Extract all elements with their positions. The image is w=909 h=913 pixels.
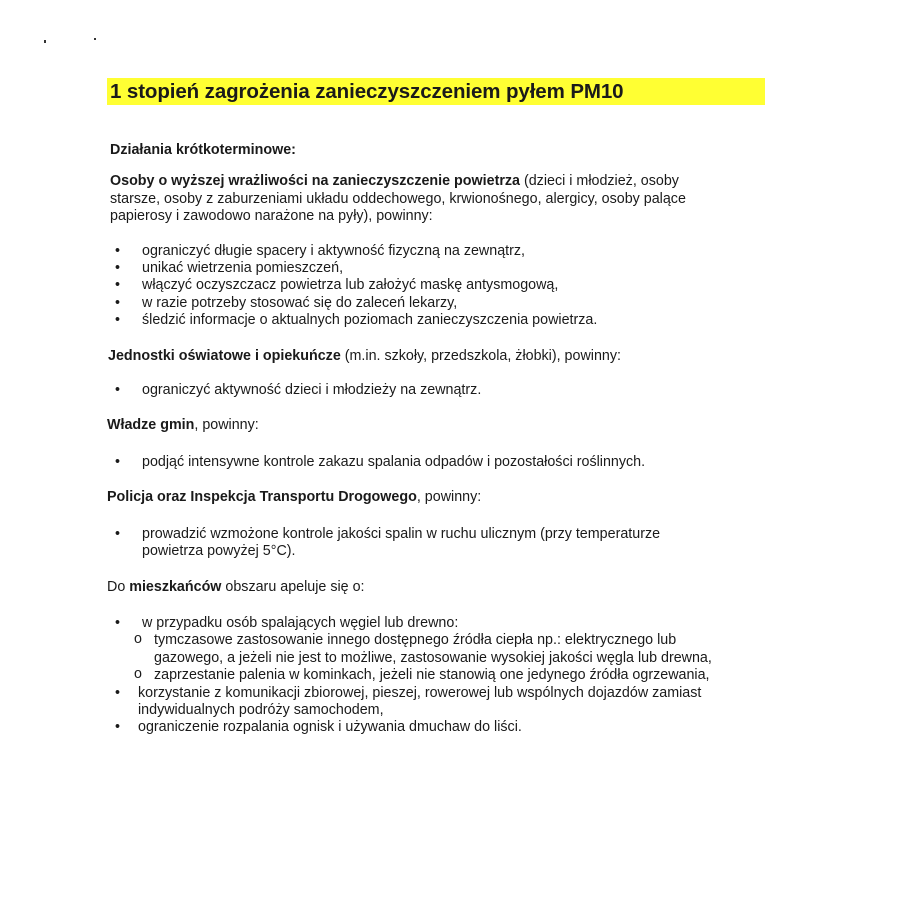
municipal-intro — [107, 417, 767, 434]
document-body — [107, 142, 767, 737]
municipal-list — [110, 454, 767, 471]
sensitive-intro-line2: starsze, osoby z zaburzeniami układu oddechowego, krwionośnego, alergicy, osoby palące — [110, 190, 686, 207]
schools-lead: Jednostki oświatowe i opiekuńcze — [108, 347, 341, 364]
list-item: • ograniczyć długie spacery i aktywność fizyczną na zewnątrz, — [110, 243, 767, 260]
scan-speck-left — [44, 40, 46, 43]
list-item: • śledzić informacje o aktualnych poziomach zanieczyszczenia powietrza. — [110, 312, 767, 329]
sensitive-intro-line3: papierosy i zawodowo narażone na pyły), powinny: — [110, 208, 433, 225]
residents-lead: mieszkańców — [129, 578, 222, 595]
list-item — [110, 526, 767, 561]
list-item: • unikać wietrzenia pomieszczeń, — [110, 260, 767, 277]
list-item: • w razie potrzeby stosować się do zaleceń lekarzy, — [110, 295, 767, 312]
list-item: • ograniczenie rozpalania ognisk i używania dmuchaw do liści. — [110, 719, 767, 736]
residents-sub1-line1: o tymczasowe zastosowanie innego dostępnego źródła ciepła np.: elektrycznego lub — [154, 632, 677, 649]
residents-item1: • w przypadku osób spalających węgiel lub drewno: — [142, 614, 459, 631]
short-term-heading: Działania krótkoterminowe: — [110, 142, 296, 158]
residents-sub1-line2: gazowego, a jeżeli nie jest to możliwe, zastosowanie wysokiej jakości węgla lub drewna, — [154, 649, 712, 666]
residents-item2-line2: indywidualnych podróży samochodem, — [138, 701, 384, 718]
residents-sub-list — [134, 632, 767, 684]
sub-list-item: o zaprzestanie palenia w kominkach, jeżeli nie stanowią one jedynego źródła ogrzewania, — [134, 667, 767, 684]
police-item-line2: powietrza powyżej 5°C). — [142, 543, 296, 560]
residents-lead-rest: obszaru apeluje się o: — [221, 578, 365, 595]
list-item — [110, 615, 767, 685]
residents-intro — [107, 579, 767, 596]
list-item: • włączyć oczyszczacz powietrza lub założyć maskę antysmogową, — [110, 277, 767, 294]
page-title: 1 stopień zagrożenia zanieczyszczeniem pyłem PM10 — [107, 78, 765, 105]
list-item: • podjąć intensywne kontrole zakazu spalania odpadów i pozostałości roślinnych. — [110, 454, 767, 471]
police-lead: Policja oraz Inspekcja Transportu Drogowego — [107, 489, 417, 506]
schools-intro — [108, 348, 767, 365]
list-item: • ograniczyć aktywność dzieci i młodzieży na zewnątrz. — [110, 382, 767, 399]
police-intro — [107, 489, 767, 506]
sub-list-item — [134, 632, 767, 667]
schools-lead-rest: (m.in. szkoły, przedszkola, żłobki), powinny: — [340, 347, 621, 364]
sensitive-list — [110, 243, 767, 330]
municipal-lead: Władze gmin — [107, 417, 195, 434]
police-list — [110, 526, 767, 561]
police-lead-rest: , powinny: — [416, 489, 482, 506]
schools-list — [110, 382, 767, 399]
scan-speck-right — [94, 38, 96, 40]
sensitive-intro-line1 — [110, 173, 767, 190]
document-page — [107, 78, 767, 737]
sensitive-lead: Osoby o wyższej wrażliwości na zanieczyszczenie powietrza — [110, 173, 520, 190]
residents-lead-pre: Do — [107, 578, 130, 595]
municipal-lead-rest: , powinny: — [194, 417, 259, 434]
police-item-line1: • prowadzić wzmożone kontrole jakości spalin w ruchu ulicznym (przy temperaturze — [142, 525, 661, 542]
residents-item2-line1: • korzystanie z komunikacji zbiorowej, pieszej, rowerowej lub wspólnych dojazdów zamiast — [138, 684, 702, 701]
sensitive-lead-rest: (dzieci i młodzież, osoby — [520, 173, 679, 190]
list-item — [110, 685, 767, 720]
residents-list — [110, 615, 767, 737]
